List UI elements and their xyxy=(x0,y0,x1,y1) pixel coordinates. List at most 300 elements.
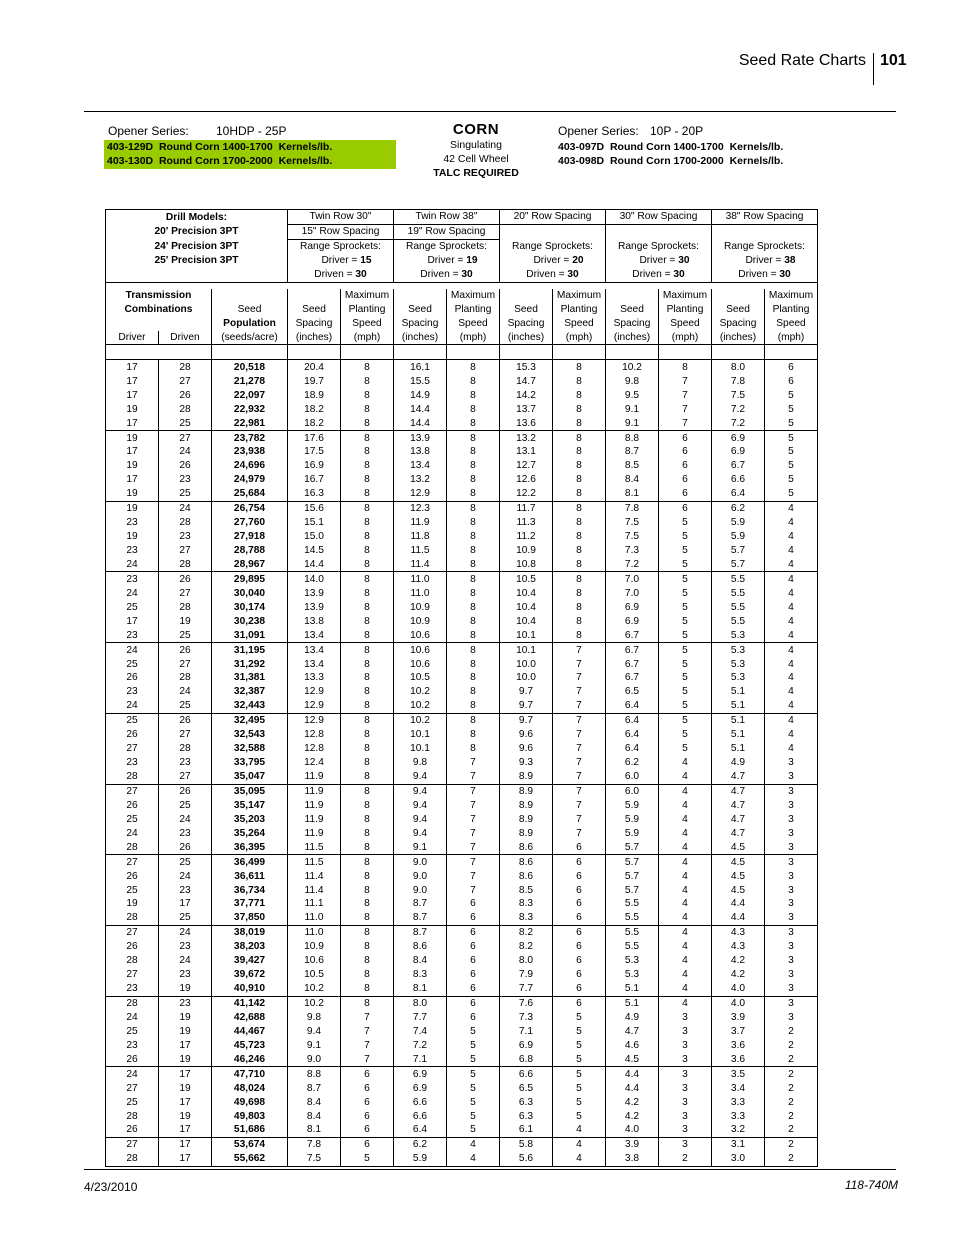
table-cell: 8 xyxy=(447,501,500,515)
driven-head: Driven xyxy=(159,331,212,345)
population-cell: 23,782 xyxy=(212,431,288,445)
table-cell: 8 xyxy=(447,431,500,445)
table-cell: 24 xyxy=(106,643,159,657)
population-cell: 26,754 xyxy=(212,501,288,515)
table-cell: 6.9 xyxy=(606,614,659,628)
table-cell: 7 xyxy=(341,1052,394,1066)
population-cell: 37,850 xyxy=(212,911,288,925)
table-cell: 6.4 xyxy=(606,728,659,742)
table-cell: 4 xyxy=(659,897,712,911)
table-cell: 2 xyxy=(765,1095,818,1109)
table-cell: 15.3 xyxy=(500,360,553,374)
table-cell: 8 xyxy=(341,586,394,600)
table-cell: 8 xyxy=(553,530,606,544)
table-cell: 5 xyxy=(447,1109,500,1123)
group-sprockets-1: Range Sprockets: xyxy=(394,239,500,253)
spacing-head-2-0: Seed xyxy=(500,303,553,317)
table-cell: 8 xyxy=(341,996,394,1010)
table-cell: 3 xyxy=(765,897,818,911)
table-cell: 25 xyxy=(106,657,159,671)
population-cell: 44,467 xyxy=(212,1024,288,1038)
table-cell: 6.9 xyxy=(606,600,659,614)
table-cell: 24 xyxy=(106,699,159,713)
table-row xyxy=(106,643,818,657)
population-cell: 32,588 xyxy=(212,742,288,756)
table-cell: 8 xyxy=(447,572,500,586)
table-cell: 5.3 xyxy=(606,954,659,968)
table-cell: 8.4 xyxy=(394,954,447,968)
table-cell: 5 xyxy=(447,1024,500,1038)
table-cell: 6 xyxy=(447,996,500,1010)
table-cell: 6.5 xyxy=(606,685,659,699)
speed-head-1-2: Speed xyxy=(447,317,500,331)
group-sub-2 xyxy=(500,224,606,239)
table-cell: 6.9 xyxy=(394,1081,447,1095)
table-cell: 3.9 xyxy=(606,1137,659,1151)
table-cell: 23 xyxy=(106,685,159,699)
table-cell: 25 xyxy=(159,699,212,713)
table-cell: 17 xyxy=(106,360,159,374)
table-cell: 24 xyxy=(159,685,212,699)
table-cell: 6 xyxy=(447,1011,500,1025)
crop-line-3: TALC REQUIRED xyxy=(433,167,519,179)
table-cell: 24 xyxy=(159,925,212,939)
table-cell: 7.7 xyxy=(500,982,553,996)
table-cell: 8 xyxy=(553,544,606,558)
table-cell: 8 xyxy=(341,459,394,473)
table-cell: 7.5 xyxy=(712,388,765,402)
table-cell: 5.7 xyxy=(712,558,765,572)
table-cell: 5 xyxy=(553,1095,606,1109)
table-cell: 25 xyxy=(159,416,212,430)
table-cell: 4 xyxy=(659,925,712,939)
population-cell: 35,203 xyxy=(212,812,288,826)
table-cell: 4.6 xyxy=(606,1038,659,1052)
table-cell: 8 xyxy=(447,360,500,374)
table-cell: 24 xyxy=(106,1067,159,1081)
table-cell: 27 xyxy=(159,657,212,671)
table-cell: 7.2 xyxy=(712,402,765,416)
table-cell: 8 xyxy=(341,671,394,685)
table-cell: 13.3 xyxy=(288,671,341,685)
table-cell: 13.4 xyxy=(394,459,447,473)
table-row xyxy=(106,374,818,388)
table-cell: 8.1 xyxy=(394,982,447,996)
table-cell: 6 xyxy=(553,982,606,996)
table-cell: 8.0 xyxy=(500,954,553,968)
table-cell: 6.0 xyxy=(606,784,659,798)
table-cell: 28 xyxy=(159,742,212,756)
table-cell: 11.8 xyxy=(394,530,447,544)
group-driver-2: Driver = 20 xyxy=(500,254,606,268)
table-cell: 7 xyxy=(447,826,500,840)
table-cell: 8.9 xyxy=(500,812,553,826)
table-cell: 3.3 xyxy=(712,1095,765,1109)
table-cell: 2 xyxy=(765,1024,818,1038)
pop-head-1: Population xyxy=(212,317,288,331)
population-cell: 33,795 xyxy=(212,756,288,770)
table-cell: 14.4 xyxy=(288,558,341,572)
table-cell: 13.9 xyxy=(394,431,447,445)
table-cell: 8 xyxy=(553,586,606,600)
table-cell: 25 xyxy=(106,600,159,614)
table-cell: 6.7 xyxy=(606,657,659,671)
table-cell: 6 xyxy=(341,1123,394,1137)
table-cell: 4 xyxy=(447,1152,500,1166)
table-cell: 7.5 xyxy=(606,530,659,544)
table-cell: 19 xyxy=(106,459,159,473)
table-cell: 24 xyxy=(159,501,212,515)
table-cell: 6.3 xyxy=(500,1095,553,1109)
table-cell: 17 xyxy=(159,1038,212,1052)
table-cell: 28 xyxy=(159,360,212,374)
table-row xyxy=(106,968,818,982)
spacing-head-4-0: Seed xyxy=(712,303,765,317)
crop-name: CORN xyxy=(452,121,500,138)
table-cell: 4.4 xyxy=(712,911,765,925)
table-cell: 4.3 xyxy=(712,940,765,954)
table-cell: 10.5 xyxy=(500,572,553,586)
table-cell: 5.7 xyxy=(606,869,659,883)
table-cell: 5.5 xyxy=(712,600,765,614)
table-cell: 8 xyxy=(447,374,500,388)
table-cell: 10.1 xyxy=(500,628,553,642)
table-cell: 4 xyxy=(765,614,818,628)
table-cell: 4 xyxy=(659,826,712,840)
table-cell: 8 xyxy=(447,614,500,628)
table-cell: 19 xyxy=(106,487,159,501)
table-cell: 4 xyxy=(659,798,712,812)
table-cell: 5 xyxy=(659,685,712,699)
table-cell: 9.4 xyxy=(288,1024,341,1038)
transmission-heading-2: Combinations xyxy=(106,303,212,317)
speed-head-0-0: Maximum xyxy=(341,289,394,303)
population-cell: 53,674 xyxy=(212,1137,288,1151)
table-cell: 5 xyxy=(659,728,712,742)
table-cell: 8.9 xyxy=(500,826,553,840)
group-driven-1: Driven = 30 xyxy=(394,268,500,282)
table-cell: 28 xyxy=(159,558,212,572)
table-cell: 8 xyxy=(341,840,394,854)
table-cell: 8 xyxy=(341,558,394,572)
table-cell: 6 xyxy=(341,1137,394,1151)
table-cell: 24 xyxy=(159,954,212,968)
table-cell: 6.4 xyxy=(394,1123,447,1137)
table-cell: 24 xyxy=(106,558,159,572)
drill-model-3: 25' Precision 3PT xyxy=(106,254,288,268)
table-cell: 7 xyxy=(447,770,500,784)
table-cell: 8.7 xyxy=(394,925,447,939)
table-cell: 2 xyxy=(765,1137,818,1151)
table-cell: 8 xyxy=(341,445,394,459)
table-cell: 6 xyxy=(553,840,606,854)
table-cell: 8 xyxy=(553,388,606,402)
table-cell: 6 xyxy=(553,954,606,968)
speed-head-4-0: Maximum xyxy=(765,289,818,303)
table-cell: 5.5 xyxy=(606,940,659,954)
group-driver-3: Driver = 30 xyxy=(606,254,712,268)
table-cell: 5 xyxy=(447,1038,500,1052)
table-cell: 13.4 xyxy=(288,628,341,642)
population-cell: 27,760 xyxy=(212,516,288,530)
table-cell: 8 xyxy=(447,699,500,713)
table-cell: 7 xyxy=(659,416,712,430)
table-row xyxy=(106,1038,818,1052)
table-cell: 6 xyxy=(447,954,500,968)
population-cell: 23,938 xyxy=(212,445,288,459)
table-cell: 28 xyxy=(106,954,159,968)
table-cell: 3.4 xyxy=(712,1081,765,1095)
table-cell: 7.2 xyxy=(712,416,765,430)
table-cell: 13.9 xyxy=(288,600,341,614)
table-cell: 12.9 xyxy=(288,685,341,699)
table-cell: 8.9 xyxy=(500,798,553,812)
table-cell: 2 xyxy=(765,1123,818,1137)
table-cell: 4 xyxy=(765,643,818,657)
table-cell: 5 xyxy=(765,416,818,430)
group-sub-1: 19" Row Spacing xyxy=(394,224,500,239)
population-cell: 20,518 xyxy=(212,360,288,374)
table-cell: 6.2 xyxy=(712,501,765,515)
table-cell: 6 xyxy=(659,501,712,515)
table-cell: 5 xyxy=(553,1024,606,1038)
table-row xyxy=(106,657,818,671)
table-cell: 5.5 xyxy=(712,572,765,586)
table-cell: 5 xyxy=(659,742,712,756)
table-cell: 8 xyxy=(341,883,394,897)
table-row xyxy=(106,1152,818,1166)
table-cell: 8 xyxy=(553,445,606,459)
speed-head-2-2: Speed xyxy=(553,317,606,331)
table-cell: 25 xyxy=(106,883,159,897)
table-cell: 4 xyxy=(765,572,818,586)
table-cell: 8 xyxy=(341,388,394,402)
table-cell: 6.9 xyxy=(394,1067,447,1081)
table-cell: 8 xyxy=(447,473,500,487)
table-cell: 4.5 xyxy=(712,855,765,869)
spacing-head-2-1: Spacing xyxy=(500,317,553,331)
speed-head-1-0: Maximum xyxy=(447,289,500,303)
spacing-head-2-2: (inches) xyxy=(500,331,553,345)
table-row xyxy=(106,530,818,544)
table-cell: 9.4 xyxy=(394,798,447,812)
table-cell: 3 xyxy=(765,869,818,883)
table-cell: 19 xyxy=(106,431,159,445)
table-cell: 4 xyxy=(765,586,818,600)
table-cell: 19 xyxy=(159,1052,212,1066)
table-cell: 5 xyxy=(765,487,818,501)
table-cell: 8 xyxy=(447,388,500,402)
table-cell: 9.7 xyxy=(500,699,553,713)
group-sprockets-4: Range Sprockets: xyxy=(712,239,818,253)
population-cell: 39,427 xyxy=(212,954,288,968)
table-cell: 5 xyxy=(765,459,818,473)
table-cell: 9.4 xyxy=(394,784,447,798)
table-cell: 8 xyxy=(341,699,394,713)
table-cell: 14.4 xyxy=(394,416,447,430)
table-row xyxy=(106,742,818,756)
table-cell: 4.9 xyxy=(606,1011,659,1025)
table-cell: 7.4 xyxy=(394,1024,447,1038)
table-cell: 7.9 xyxy=(500,968,553,982)
table-cell: 4.2 xyxy=(712,954,765,968)
table-row xyxy=(106,840,818,854)
table-cell: 8 xyxy=(341,728,394,742)
table-cell: 19 xyxy=(106,402,159,416)
table-cell: 19 xyxy=(159,1109,212,1123)
table-row xyxy=(106,360,818,374)
table-cell: 6.7 xyxy=(606,671,659,685)
table-cell: 2 xyxy=(765,1067,818,1081)
spacing-head-4-1: Spacing xyxy=(712,317,765,331)
table-cell: 10.5 xyxy=(288,968,341,982)
table-cell: 12.9 xyxy=(288,713,341,727)
table-cell: 7 xyxy=(553,784,606,798)
opener-left xyxy=(108,124,286,139)
table-cell: 8 xyxy=(341,600,394,614)
table-cell: 6 xyxy=(341,1109,394,1123)
table-cell: 7.8 xyxy=(712,374,765,388)
table-cell: 13.8 xyxy=(288,614,341,628)
table-cell: 11.3 xyxy=(500,516,553,530)
population-cell: 32,387 xyxy=(212,685,288,699)
population-cell: 31,292 xyxy=(212,657,288,671)
population-cell: 30,174 xyxy=(212,600,288,614)
table-cell: 8 xyxy=(341,798,394,812)
table-cell: 8 xyxy=(341,374,394,388)
table-cell: 7 xyxy=(553,699,606,713)
table-cell: 5 xyxy=(341,1152,394,1166)
table-cell: 8 xyxy=(341,940,394,954)
table-row xyxy=(106,1137,818,1151)
population-cell: 24,696 xyxy=(212,459,288,473)
table-row xyxy=(106,388,818,402)
table-cell: 6 xyxy=(659,487,712,501)
pop-head-2: (seeds/acre) xyxy=(212,331,288,345)
table-cell: 4.7 xyxy=(606,1024,659,1038)
table-cell: 28 xyxy=(159,516,212,530)
table-cell: 6.1 xyxy=(500,1123,553,1137)
table-cell: 8 xyxy=(341,487,394,501)
table-cell: 8 xyxy=(341,855,394,869)
table-cell: 27 xyxy=(159,374,212,388)
table-row xyxy=(106,487,818,501)
table-cell: 8.0 xyxy=(394,996,447,1010)
table-cell: 11.5 xyxy=(288,855,341,869)
table-cell: 4 xyxy=(765,713,818,727)
speed-head-0-3: (mph) xyxy=(341,331,394,345)
table-cell: 3 xyxy=(765,968,818,982)
table-cell: 8 xyxy=(553,402,606,416)
drill-model-1: 20' Precision 3PT xyxy=(106,224,288,239)
table-row xyxy=(106,572,818,586)
table-cell: 8 xyxy=(447,544,500,558)
pop-head-0: Seed xyxy=(212,303,288,317)
population-cell: 21,278 xyxy=(212,374,288,388)
table-row xyxy=(106,713,818,727)
table-cell: 7 xyxy=(447,784,500,798)
table-cell: 4 xyxy=(765,600,818,614)
table-cell: 8.2 xyxy=(500,940,553,954)
table-cell: 4.0 xyxy=(712,996,765,1010)
table-row xyxy=(106,600,818,614)
table-cell: 4 xyxy=(659,982,712,996)
table-row xyxy=(106,1081,818,1095)
table-cell: 8 xyxy=(341,826,394,840)
table-cell: 8 xyxy=(553,516,606,530)
table-cell: 24 xyxy=(106,826,159,840)
table-cell: 17 xyxy=(159,1152,212,1166)
speed-head-3-0: Maximum xyxy=(659,289,712,303)
table-cell: 9.7 xyxy=(500,713,553,727)
table-cell: 6 xyxy=(447,911,500,925)
table-cell: 4 xyxy=(765,742,818,756)
table-cell: 27 xyxy=(106,968,159,982)
table-cell: 8.6 xyxy=(500,869,553,883)
population-cell: 36,395 xyxy=(212,840,288,854)
table-cell: 5.1 xyxy=(712,713,765,727)
population-cell: 51,686 xyxy=(212,1123,288,1137)
table-cell: 12.9 xyxy=(288,699,341,713)
table-cell: 13.4 xyxy=(288,657,341,671)
table-cell: 8.3 xyxy=(500,897,553,911)
table-cell: 6 xyxy=(765,374,818,388)
table-cell: 8 xyxy=(447,713,500,727)
table-cell: 5.9 xyxy=(712,530,765,544)
table-cell: 8.8 xyxy=(606,431,659,445)
table-cell: 8 xyxy=(341,530,394,544)
table-cell: 4 xyxy=(553,1123,606,1137)
table-cell: 7 xyxy=(553,812,606,826)
table-cell: 8 xyxy=(447,416,500,430)
table-cell: 9.5 xyxy=(606,388,659,402)
table-cell: 13.1 xyxy=(500,445,553,459)
table-cell: 14.4 xyxy=(394,402,447,416)
table-cell: 9.4 xyxy=(394,812,447,826)
table-cell: 27 xyxy=(106,784,159,798)
table-cell: 8 xyxy=(341,402,394,416)
table-cell: 5 xyxy=(553,1011,606,1025)
table-cell: 4 xyxy=(765,671,818,685)
table-cell: 16.7 xyxy=(288,473,341,487)
table-cell: 6 xyxy=(553,940,606,954)
table-cell: 3.3 xyxy=(712,1109,765,1123)
table-row xyxy=(106,756,818,770)
population-cell: 49,803 xyxy=(212,1109,288,1123)
table-cell: 5.8 xyxy=(500,1137,553,1151)
table-cell: 24 xyxy=(106,586,159,600)
table-cell: 8 xyxy=(553,572,606,586)
table-cell: 6 xyxy=(447,968,500,982)
spacing-head-3-2: (inches) xyxy=(606,331,659,345)
table-cell: 5 xyxy=(659,572,712,586)
population-cell: 31,381 xyxy=(212,671,288,685)
table-cell: 10.2 xyxy=(288,982,341,996)
opener-left-parts-highlight xyxy=(104,140,396,169)
table-cell: 8 xyxy=(341,614,394,628)
population-cell: 42,688 xyxy=(212,1011,288,1025)
table-cell: 9.6 xyxy=(500,728,553,742)
table-cell: 3 xyxy=(659,1109,712,1123)
group-driven-2: Driven = 30 xyxy=(500,268,606,282)
table-cell: 11.2 xyxy=(500,530,553,544)
table-cell: 8.1 xyxy=(606,487,659,501)
table-row xyxy=(106,473,818,487)
table-cell: 8 xyxy=(447,628,500,642)
table-cell: 8 xyxy=(341,897,394,911)
table-cell: 6.7 xyxy=(606,628,659,642)
table-cell: 4 xyxy=(659,770,712,784)
